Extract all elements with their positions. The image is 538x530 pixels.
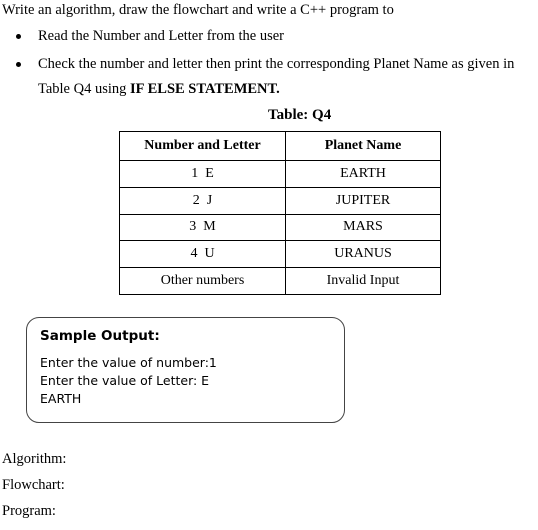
algorithm-label: Algorithm: bbox=[2, 451, 67, 467]
bullet-item-2-line1: Check the number and letter then print the corresponding Planet Name as given in bbox=[38, 56, 515, 72]
bullet-item-2-prefix: Table Q4 using bbox=[38, 81, 131, 97]
sample-output-title: Sample Output: bbox=[40, 328, 160, 344]
cell-number-letter: 3 M bbox=[120, 214, 286, 241]
bullet-item-1: Read the Number and Letter from the user bbox=[38, 28, 285, 44]
question-intro: Write an algorithm, draw the flowchart and write a C++ program to bbox=[2, 2, 394, 18]
flowchart-label: Flowchart: bbox=[2, 477, 65, 493]
cell-planet: MARS bbox=[286, 214, 441, 241]
sample-output-line: Enter the value of number:1 bbox=[40, 355, 217, 370]
planet-table bbox=[119, 131, 441, 295]
cell-number-letter: Other numbers bbox=[120, 268, 286, 295]
cell-number-letter: 1 E bbox=[120, 161, 286, 188]
header-planet-name: Planet Name bbox=[286, 132, 441, 161]
if-else-keyword: IF ELSE STATEMENT. bbox=[130, 81, 280, 97]
cell-planet: Invalid Input bbox=[286, 268, 441, 295]
sample-output-box bbox=[26, 317, 345, 423]
table-row bbox=[120, 187, 441, 214]
table-caption: Table: Q4 bbox=[268, 107, 332, 123]
cell-planet: URANUS bbox=[286, 241, 441, 268]
table-header-row bbox=[120, 132, 441, 161]
table-row bbox=[120, 214, 441, 241]
program-label: Program: bbox=[2, 503, 56, 519]
bullet-dot-1 bbox=[16, 34, 21, 39]
table-row bbox=[120, 161, 441, 188]
bullet-item-2-line2 bbox=[38, 81, 280, 98]
bullet-dot-2 bbox=[16, 62, 21, 67]
table-row bbox=[120, 241, 441, 268]
sample-output-line: Enter the value of Letter: E bbox=[40, 373, 210, 388]
header-number-letter: Number and Letter bbox=[120, 132, 286, 161]
cell-planet: EARTH bbox=[286, 161, 441, 188]
sample-output-line: EARTH bbox=[40, 391, 82, 406]
table-row bbox=[120, 268, 441, 295]
cell-number-letter: 2 J bbox=[120, 187, 286, 214]
cell-planet: JUPITER bbox=[286, 187, 441, 214]
cell-number-letter: 4 U bbox=[120, 241, 286, 268]
